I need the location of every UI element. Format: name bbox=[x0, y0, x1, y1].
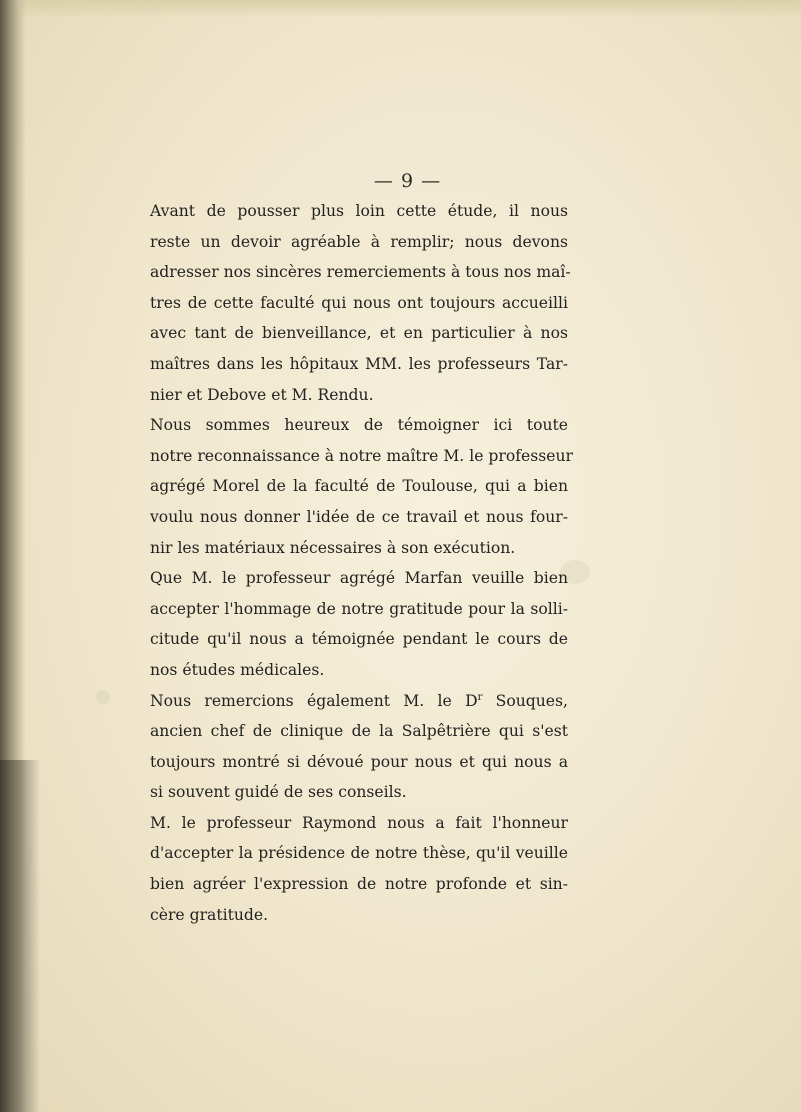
body-text bbox=[150, 196, 573, 930]
text-line: nos études médicales. bbox=[150, 660, 325, 679]
text-line: accepter l'hommage de notre gratitude pour la solli- bbox=[150, 599, 568, 618]
text-line: maîtres dans les hôpitaux MM. les professeurs Tar- bbox=[150, 354, 568, 373]
paper-tint bbox=[0, 0, 801, 18]
text-line: toujours montré si dévoué pour nous et qui nous a bbox=[150, 752, 568, 771]
text-line: Nous sommes heureux de témoigner ici toute bbox=[150, 416, 568, 435]
text-line bbox=[150, 686, 568, 717]
text-line: si souvent guidé de ses conseils. bbox=[150, 783, 407, 802]
text-line: bien agréer l'expression de notre profonde et sin- bbox=[150, 875, 568, 894]
paragraph bbox=[150, 196, 571, 410]
text-line: nir les matériaux nécessaires à son exécution. bbox=[150, 538, 516, 557]
text-line: tres de cette faculté qui nous ont toujours accueilli bbox=[150, 293, 568, 312]
text-line: citude qu'il nous a témoignée pendant le cours de bbox=[150, 630, 568, 649]
page-number: — 9 — bbox=[373, 170, 442, 192]
binding-shadow bbox=[0, 760, 40, 1112]
text-line: agrégé Morel de la faculté de Toulouse, qui a bien bbox=[150, 477, 568, 496]
paragraph bbox=[150, 410, 573, 563]
text-line: Que M. le professeur agrégé Marfan veuille bien bbox=[150, 569, 568, 588]
text-line: notre reconnaissance à notre maître M. le professeur bbox=[150, 446, 573, 465]
text-fragment: Souques, bbox=[482, 691, 568, 710]
text-line: ancien chef de clinique de la Salpêtrière qui s'est bbox=[150, 722, 568, 741]
text-line: reste un devoir agréable à remplir; nous devons bbox=[150, 232, 568, 251]
superscript: r bbox=[477, 691, 483, 703]
text-line: M. le professeur Raymond nous a fait l'honneur bbox=[150, 813, 568, 832]
text-line: Avant de pousser plus loin cette étude, il nous bbox=[150, 202, 568, 220]
text-fragment: Nous remercions également M. le D bbox=[150, 691, 478, 710]
paper-smudge bbox=[96, 690, 110, 704]
paragraph bbox=[150, 808, 568, 930]
text-line: voulu nous donner l'idée de ce travail et nous four- bbox=[150, 507, 568, 526]
text-line: cère gratitude. bbox=[150, 905, 269, 924]
paragraph bbox=[150, 563, 568, 685]
paragraph bbox=[150, 686, 568, 808]
text-line: adresser nos sincères remerciements à tous nos maî- bbox=[150, 263, 571, 282]
text-line: avec tant de bienveillance, et en particulier à nos bbox=[150, 324, 568, 343]
text-line: nier et Debove et M. Rendu. bbox=[150, 385, 374, 404]
text-line: d'accepter la présidence de notre thèse, qu'il veuille bbox=[150, 844, 568, 863]
